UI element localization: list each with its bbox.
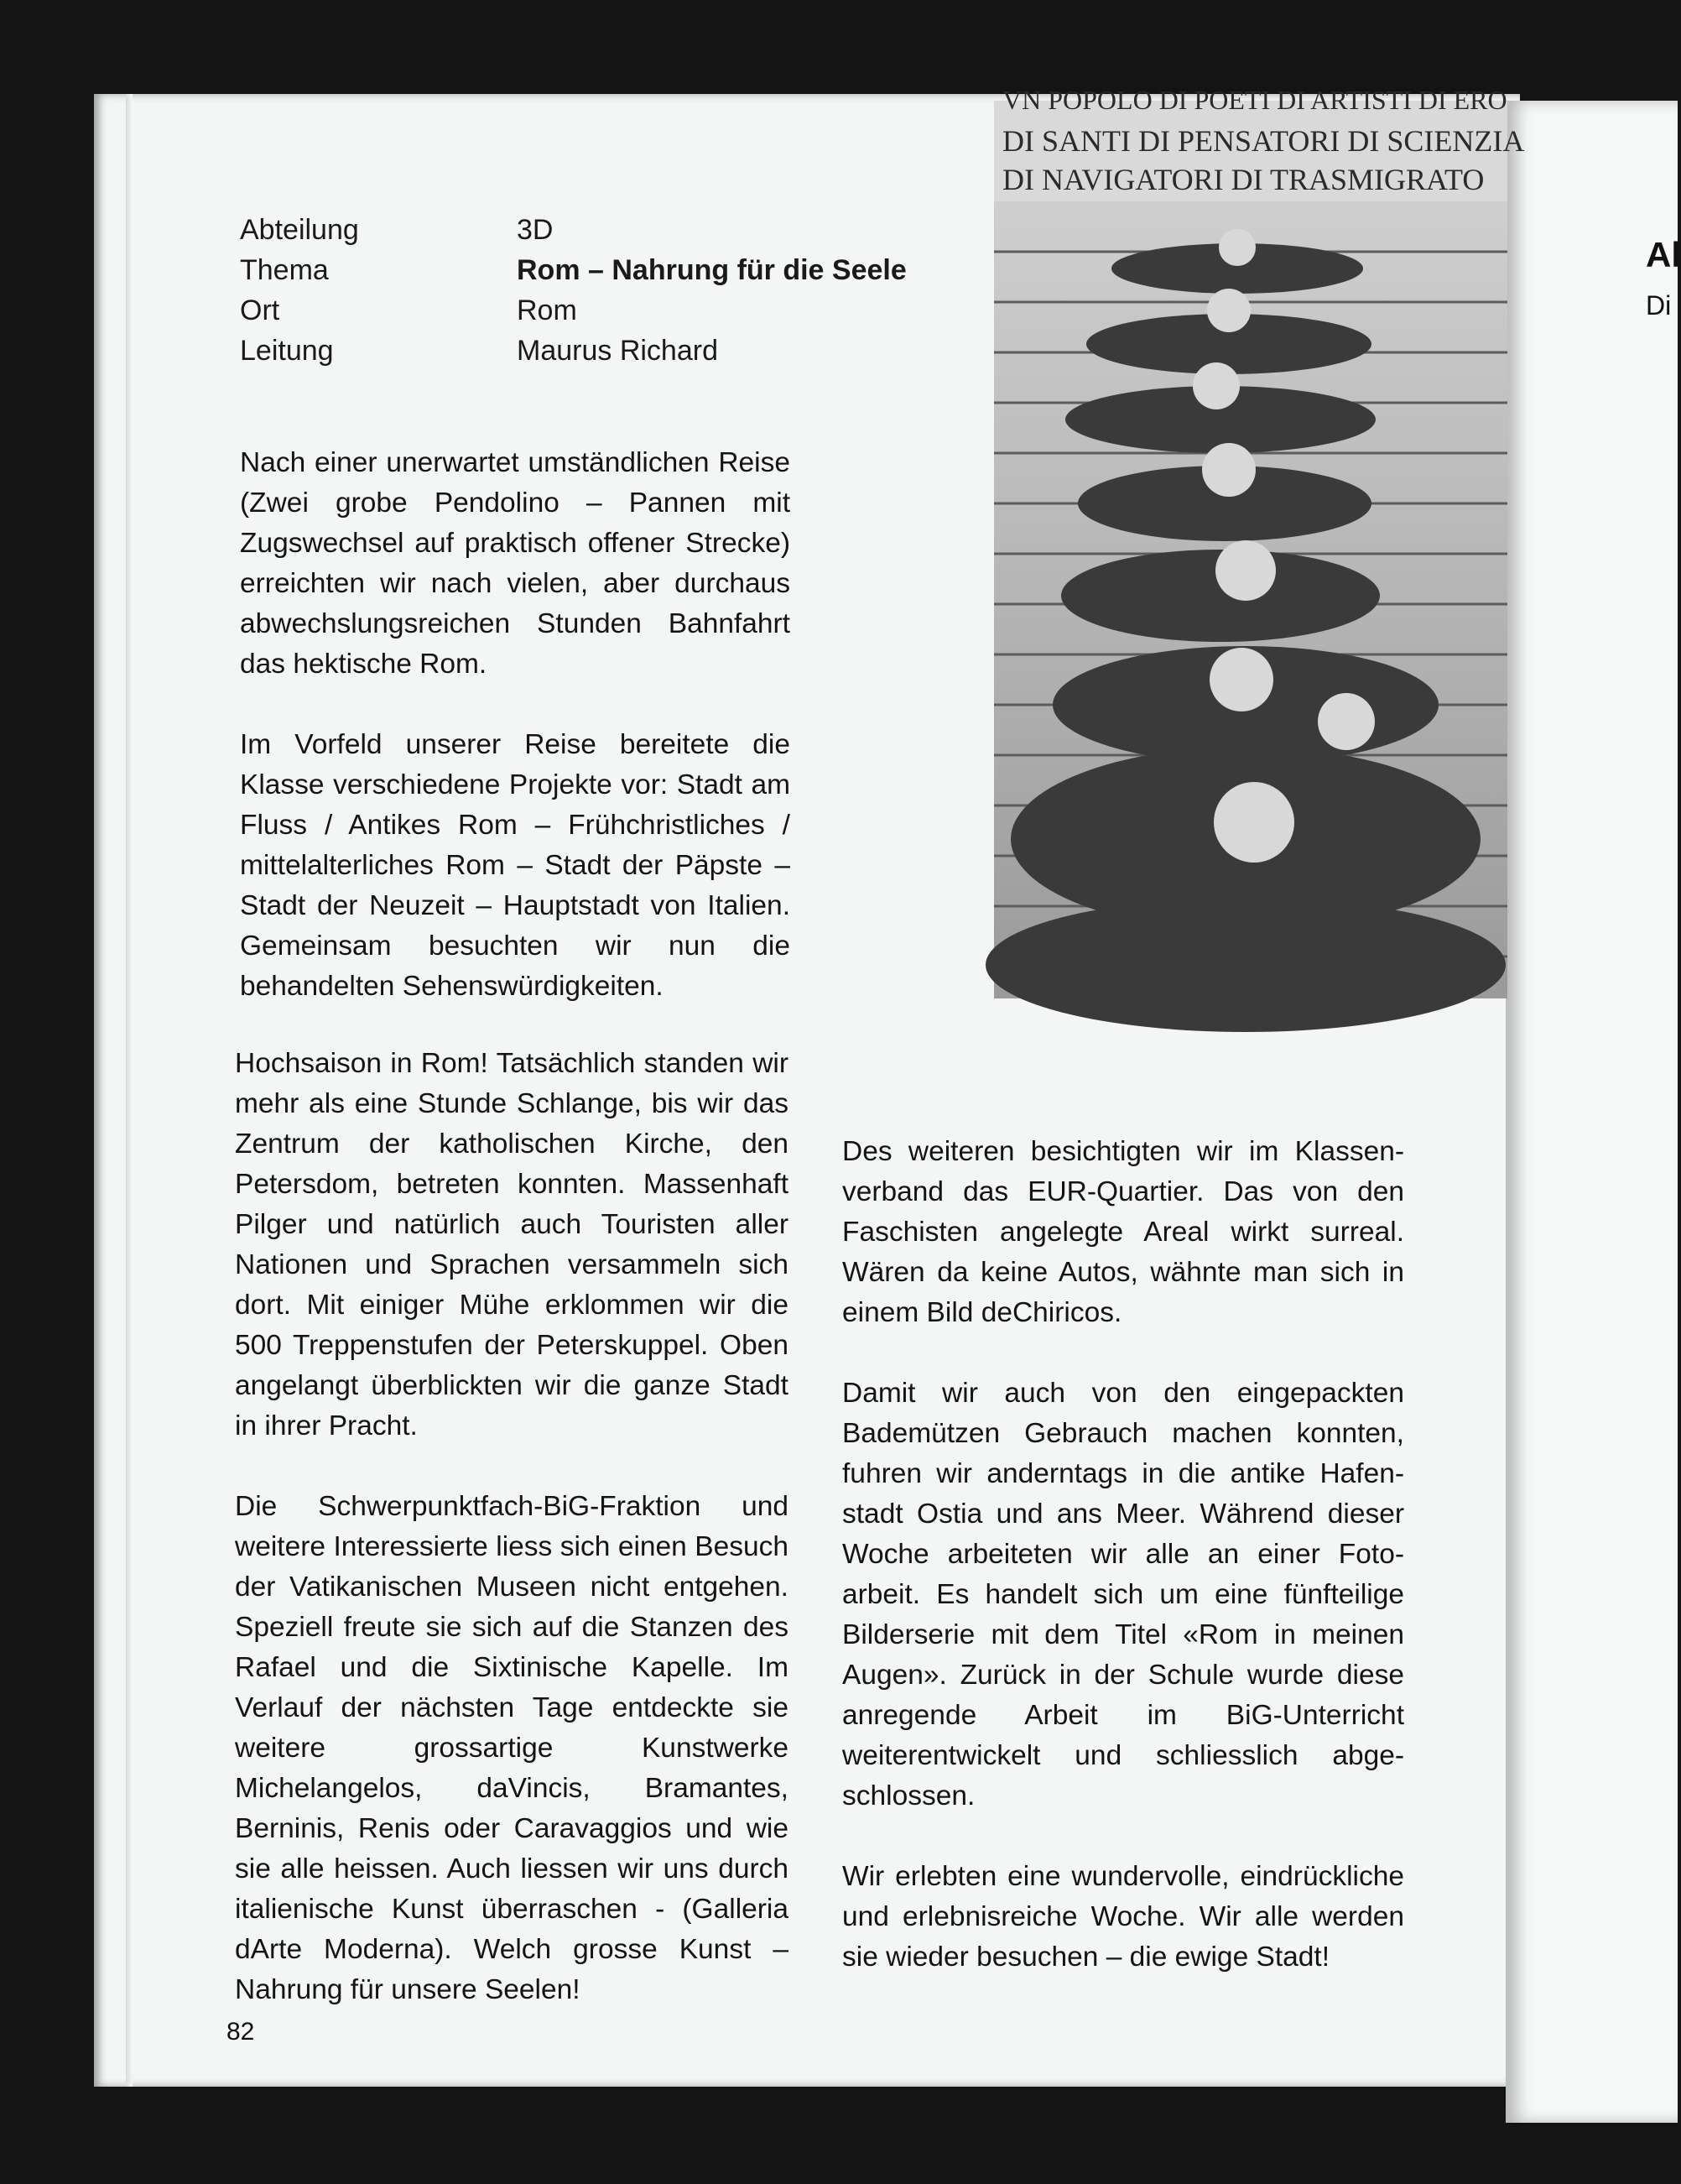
article-intro xyxy=(240,443,790,1007)
next-page-heading: Al xyxy=(1646,235,1681,274)
info-row-abteilung xyxy=(240,210,907,250)
info-row-thema xyxy=(240,250,907,290)
info-value: Maurus Richard xyxy=(517,335,718,367)
project-info xyxy=(240,210,907,371)
paragraph: Des weiteren besichtigten wir im Klassenverband das EUR-Quartier. Das von den Faschisten angelegte Areal wirkt surreal. Wären da keine Autos, wähnte man sich in einem Bild deChiricos. xyxy=(842,1136,1404,1328)
inscription-line: VN POPOLO DI POETI DI ARTISTI DI ERO xyxy=(1002,85,1507,115)
paragraph: Wir erlebten eine wundervolle, eindrückliche und erlebnisreiche Woche. Wir alle werden sie wieder besuchen – die ewige Stadt! xyxy=(842,1861,1404,1973)
group-photo-illustration xyxy=(994,85,1525,998)
paragraph: Damit wir auch von den eingepackten Bademützen Gebrauch machen konnten, fuhren wir anderntags in die antike Hafenstadt Ostia und ans Meer. Während dieser Woche arbeiteten wir alle an einer Fotoarbeit. Es handelt sich um eine fünfteilige Bilderserie mit dem Titel «Rom in meinen Augen». Zurück in der Schule wurde diese anregende Arbeit im BiG-Unterricht weiterentwickelt und schliesslich abgeschlossen. xyxy=(842,1378,1404,1811)
page-edge xyxy=(126,94,133,2087)
info-value: 3D xyxy=(517,214,554,246)
next-page-subtext: Di xyxy=(1646,290,1672,321)
next-page xyxy=(1506,101,1681,2123)
paragraph: Nach einer unerwartet umständlichen Reise (Zwei grobe Pendolino – Pannen mit Zugswechsel auf praktisch offener Strecke) erreichten wir nach vielen, aber durchaus abwechslungsreichen Stunden Bahnfahrt das hektische Rom. xyxy=(240,447,790,680)
info-row-ort xyxy=(240,290,907,331)
paragraph: Hochsaison in Rom! Tatsächlich standen wir mehr als eine Stunde Schlange, bis wir das Zentrum der katholischen Kirche, den Petersdom, betreten konnten. Massenhaft Pilger und natürlich auch Touristen aller Nationen und Sprachen versammeln sich dort. Mit einiger Mühe erklommen wir die 500 Treppenstufen der Peterskuppel. Oben angelangt überblickten wir die ganze Stadt in ihrer Pracht. xyxy=(235,1048,788,1441)
inscription-line: DI NAVIGATORI DI TRASMIGRATO xyxy=(1002,163,1485,196)
info-value-title: Rom – Nahrung für die Seele xyxy=(517,254,907,286)
article-column-left xyxy=(235,1044,788,2010)
paragraph: Die Schwerpunktfach-BiG-Fraktion und weitere Interessierte liess sich einen Besuch der Vatikanischen Museen nicht entgehen. Speziell freute sie sich auf die Stanzen des Rafael und die Sixtinische Kapelle. Im Verlauf der nächsten Tage entdeckte sie weitere grossartige Kunstwerke Michelangelos, daVincis, Bramantes, Berninis, Renis oder Caravaggios und wie sie alle heissen. Auch liessen wir uns durch italienische Kunst überraschen - (Galleria dArte Moderna). Welch grosse Kunst – Nahrung für unsere Seelen! xyxy=(235,1491,788,2005)
article-column-right xyxy=(842,1132,1404,1978)
info-row-leitung xyxy=(240,331,907,371)
inscription-line: DI SANTI DI PENSATORI DI SCIENZIA xyxy=(1002,124,1525,158)
paragraph: Im Vorfeld unserer Reise bereitete die Klasse verschiedene Projekte vor: Stadt am Fluss / Antikes Rom – Frühchristliches / mittelalterliches Rom – Stadt der Päpste – Stadt der Neuzeit – Hauptstadt von Italien. Gemeinsam besuchten wir nun die behandelten Sehenswürdigkeiten. xyxy=(240,729,790,1002)
info-label: Thema xyxy=(240,254,329,286)
info-label: Leitung xyxy=(240,335,334,367)
info-label: Ort xyxy=(240,295,280,326)
info-label: Abteilung xyxy=(240,214,359,246)
group-photo xyxy=(994,85,1525,998)
page-number: 82 xyxy=(226,2018,255,2046)
info-value: Rom xyxy=(517,295,577,326)
